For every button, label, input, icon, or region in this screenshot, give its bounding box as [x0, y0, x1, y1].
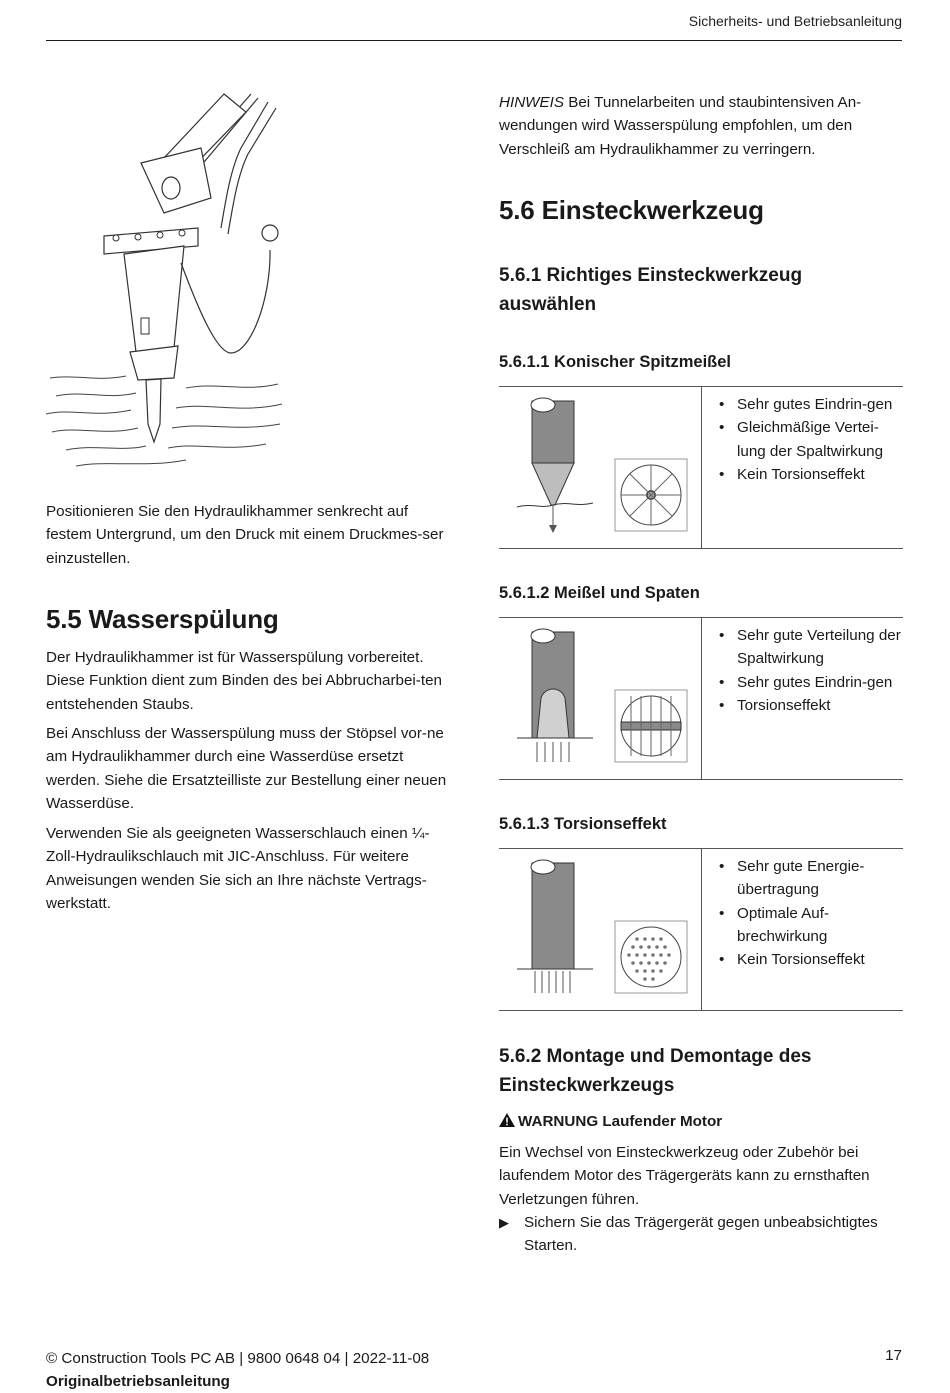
tool-properties-list: [713, 393, 903, 486]
conical-chisel-icon: [507, 393, 693, 539]
list-item: • Sehr gutes Eindrin-gen: [713, 671, 903, 694]
paragraph: Bei Anschluss der Wasserspülung muss der Stöpsel vor-ne am Hydraulikhammer durch eine Wasserdüse ersetzt werden. Siehe die Ersatzteilliste zur Bestellung einer neuen Wasserdüse.: [46, 725, 447, 812]
list-item: • Kein Torsionseffekt: [713, 463, 903, 486]
paragraph: Der Hydraulikhammer ist für Wasserspülung vorbereitet. Diese Funktion dient zum Binden des bei Abbrucharbei-ten entstehenden Staubs.: [46, 649, 442, 713]
table-divider: [701, 387, 702, 548]
tool-box-torsion: [499, 848, 903, 1011]
footer-copyright: © Construction Tools PC AB | 9800 0648 04 | 2022-11-08: [46, 1350, 430, 1367]
header-rule: [46, 40, 902, 41]
table-divider: [701, 849, 702, 1010]
page-number: 17: [885, 1347, 902, 1364]
tool-box-conical: [499, 386, 903, 549]
tool-heading-3: 5.6.1.3 Torsionseffekt: [499, 815, 667, 833]
tool-properties-list: [713, 624, 903, 717]
tool-heading-2: 5.6.1.2 Meißel und Spaten: [499, 584, 700, 602]
note-text: Bei Tunnelarbeiten und staubintensiven An-wendungen wird Wasserspülung empfohlen, um den Verschleiß am Hydraulikhammer zu verringern.: [499, 94, 862, 158]
list-item: • Gleichmäßige Vertei-lung der Spaltwirkung: [713, 416, 903, 463]
table-divider: [701, 618, 702, 779]
list-item: • Sehr gute Verteilung der Spaltwirkung: [713, 624, 903, 671]
hydraulic-hammer-illustration: [46, 88, 286, 472]
list-item: • Kein Torsionseffekt: [713, 948, 903, 971]
list-item: • Sehr gutes Eindrin-gen: [713, 393, 903, 416]
list-item: • Optimale Auf-brechwirkung: [713, 902, 903, 949]
warning-title: WARNUNG Laufender Motor: [518, 1113, 723, 1130]
tool-box-chisel-spade: [499, 617, 903, 780]
figure-caption: Positionieren Sie den Hydraulikhammer senkrecht auf festem Untergrund, um den Druck mit einem Druckmes-ser einzustellen.: [46, 503, 444, 567]
instruction-step: [499, 1211, 903, 1258]
warning-text: Ein Wechsel von Einsteckwerkzeug oder Zubehör bei laufendem Motor des Trägergeräts kann zu ernsthaften Verletzungen führen.: [499, 1144, 870, 1208]
step-text: Sichern Sie das Trägergerät gegen unbeabsichtigtes Starten.: [524, 1214, 878, 1255]
tool-properties-list: [713, 855, 903, 971]
footer: [46, 1347, 429, 1393]
blunt-tool-icon: [507, 855, 693, 1001]
tool-heading-1: 5.6.1.1 Konischer Spitzmeißel: [499, 353, 731, 371]
section-heading-5-6-1: 5.6.1 Richtiges Einsteckwerkzeug auswählen: [499, 265, 803, 315]
flat-chisel-spade-icon: [507, 624, 693, 770]
warning-triangle-icon: [499, 1113, 515, 1127]
paragraph: Verwenden Sie als geeigneten Wasserschlauch einen ¼-Zoll-Hydraulikschlauch mit JIC-Anschluss. Für weitere Anweisungen wenden Sie sich an Ihre nächste Vertrags-werkstatt.: [46, 825, 430, 912]
running-header: Sicherheits- und Betriebsanleitung: [688, 13, 902, 29]
warning-heading: [499, 1113, 722, 1130]
section-heading-5-6-2: 5.6.2 Montage und Demontage des Einsteckwerkzeugs: [499, 1046, 812, 1096]
footer-doc-type: Originalbetriebsanleitung: [46, 1373, 230, 1390]
note-label: HINWEIS: [499, 94, 564, 111]
section-heading-5-6: 5.6 Einsteckwerkzeug: [499, 195, 764, 225]
right-triangle-arrow-icon: ▶: [499, 1215, 509, 1230]
list-item: • Torsionseffekt: [713, 694, 903, 717]
list-item: • Sehr gute Energie-übertragung: [713, 855, 903, 902]
section-heading-5-5: 5.5 Wasserspülung: [46, 604, 279, 634]
note-paragraph: [499, 91, 903, 161]
